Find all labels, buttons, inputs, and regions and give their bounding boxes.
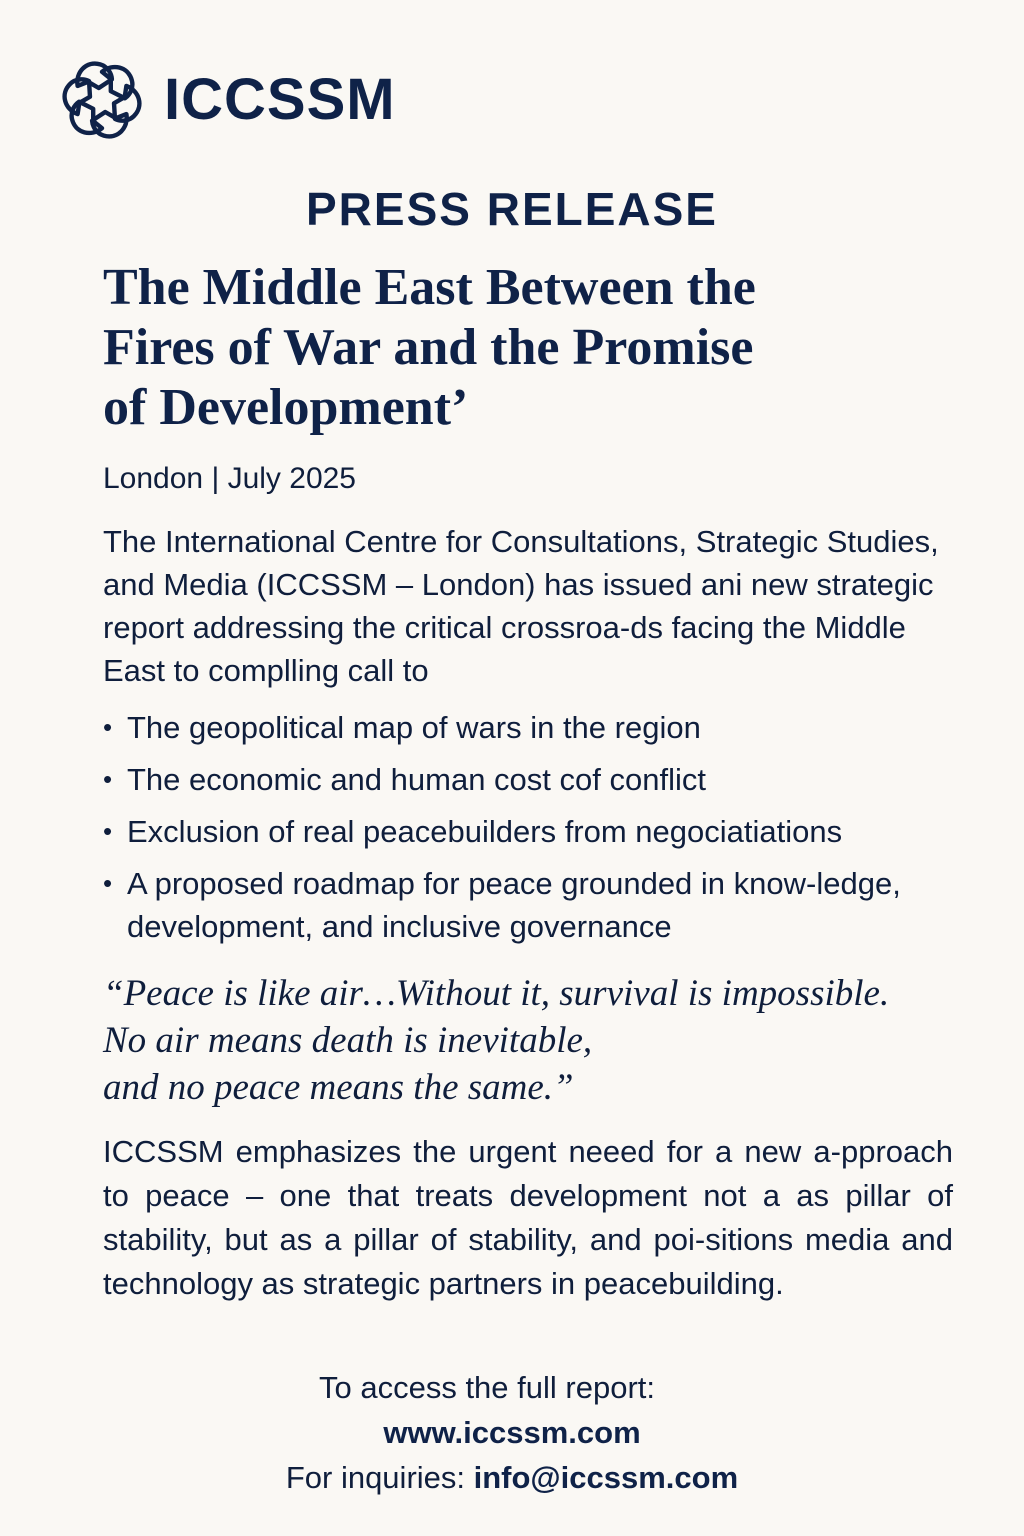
press-release-label: PRESS RELEASE bbox=[306, 183, 718, 235]
interlocking-knot-icon bbox=[58, 56, 146, 144]
access-label: To access the full report: bbox=[319, 1370, 655, 1405]
dateline: London | July 2025 bbox=[103, 462, 356, 495]
document-title bbox=[103, 258, 903, 438]
footer bbox=[0, 1365, 1024, 1500]
title-line: The Middle East Between the bbox=[103, 259, 756, 316]
bullet-icon: • bbox=[103, 868, 113, 898]
list-item-text: Exclusion of real peacebuilders from negociatiations bbox=[127, 814, 843, 849]
list-item-text: The economic and human cost cof conflict bbox=[127, 762, 706, 797]
list-item bbox=[103, 706, 943, 749]
list-item bbox=[103, 758, 943, 801]
email-link[interactable]: info@iccssm.com bbox=[473, 1460, 739, 1495]
quote-line: “Peace is like air…Without it, survival is impossible. bbox=[103, 973, 890, 1014]
bullet-icon: • bbox=[103, 816, 113, 846]
website-link[interactable]: www.iccssm.com bbox=[383, 1415, 641, 1450]
list-item-text: The geopolitical map of wars in the region bbox=[127, 710, 701, 745]
bullet-icon: • bbox=[103, 764, 113, 794]
list-item bbox=[103, 810, 943, 853]
topics-list bbox=[103, 706, 943, 957]
header bbox=[58, 56, 396, 144]
title-line: of Development’ bbox=[103, 379, 469, 436]
list-item-text: A proposed roadmap for peace grounded in know-ledge, development, and inclusive governance bbox=[127, 866, 901, 944]
title-line: Fires of War and the Promise bbox=[103, 319, 754, 376]
brand-name: ICCSSM bbox=[164, 67, 396, 132]
list-item bbox=[103, 862, 943, 948]
quote-line: and no peace means the same.” bbox=[103, 1067, 574, 1108]
closing-paragraph: ICCSSM emphasizes the urgent neeed for a new a-pproach to peace – one that treats development not a as pillar of stability, but as a pillar of stability, and poi-sitions media and technology as strategic partners in peacebuilding. bbox=[103, 1134, 953, 1301]
quote bbox=[103, 970, 963, 1111]
quote-line: No air means death is inevitable, bbox=[103, 1020, 593, 1061]
bullet-icon: • bbox=[103, 712, 113, 742]
inquiries-label: For inquiries: bbox=[285, 1460, 474, 1495]
intro-paragraph: The International Centre for Consultations, Strategic Studies, and Media (ICCSSM – London) has issued ani new strategic report addressing the critical crossroa-ds facing the Middle East to complling call to bbox=[103, 524, 939, 688]
